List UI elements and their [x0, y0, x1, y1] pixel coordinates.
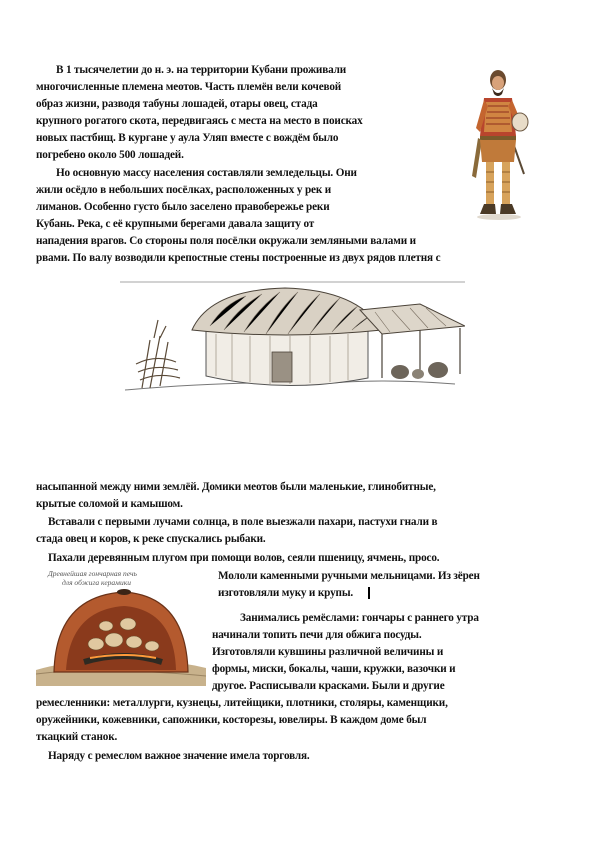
text-line: ремесленники: металлурги, кузнецы, литейщики, плотники, столяры, каменщики, — [36, 697, 448, 709]
meot-dwelling-illustration — [120, 268, 465, 398]
text-line: образ жизни, разводя табуны лошадей, отары овец, стада — [36, 98, 318, 110]
text-line: Кубань. Река, с её крупными берегами давала защиту от — [36, 218, 315, 230]
text-line: рвами. По валу возводили крепостные стены построенные из двух рядов плетня с — [36, 252, 441, 264]
text-line: формы, миски, бокалы, чаши, кружки, вазочки и — [212, 663, 456, 675]
text-line: жили осёдло в небольших посёлках, расположенных у рек и — [36, 184, 332, 196]
text-line: стада овец и коров, к реке спускались рыбаки. — [36, 533, 266, 545]
text-line: ткацкий станок. — [36, 731, 118, 743]
text-line: начинали топить печи для обжига посуды. — [212, 629, 422, 641]
text-line: насыпанной между ними землёй. Домики меотов были маленькие, глинобитные, — [36, 481, 436, 493]
text-line: Занимались ремёслами: гончары с раннего утра — [240, 612, 479, 624]
text-line: Пахали деревянным плугом при помощи волов, сеяли пшеницу, ячмень, просо. — [48, 552, 440, 564]
text-line: новых пастбищ. В кургане у аула Уляп вместе с вождём было — [36, 132, 339, 144]
text-line: крытые соломой и камышом. — [36, 498, 183, 510]
text-line: крупного рогатого скота, передвигаясь с места на место в поисках — [36, 115, 363, 127]
text-line: Вставали с первыми лучами солнца, в поле выезжали пахари, пастухи гнали в — [48, 516, 438, 528]
text-cursor — [368, 587, 370, 599]
kiln-caption: Древнейшая гончарная печь — [48, 569, 137, 578]
text-line: Наряду с ремеслом важное значение имела торговля. — [48, 750, 310, 762]
text-line: нападения врагов. Со стороны поля посёлки окружали земляными валами и — [36, 235, 416, 247]
pottery-kiln-illustration — [36, 566, 206, 686]
text-line: Мололи каменными ручными мельницами. Из зёрен — [218, 570, 480, 582]
text-line: многочисленные племена меотов. Часть племён вели кочевой — [36, 81, 342, 93]
text-line: оружейники, кожевники, сапожники, косторезы, ювелиры. В каждом доме был — [36, 714, 427, 726]
text-line: Но основную массу населения составляли земледельцы. Они — [56, 167, 357, 179]
meot-warrior-illustration — [468, 66, 530, 221]
kiln-caption: для обжига керамики — [62, 578, 131, 587]
text-line: погребено около 500 лошадей. — [36, 149, 184, 161]
text-line: В 1 тысячелетии до н. э. на территории Кубани проживали — [56, 64, 347, 76]
text-line: изготовляли муку и крупы. — [218, 587, 354, 599]
text-line: другое. Расписывали красками. Были и другие — [212, 680, 445, 692]
text-line: Изготовляли кувшины различной величины и — [212, 646, 444, 658]
text-line: лиманов. Особенно густо было заселено правобережье реки — [36, 201, 330, 213]
